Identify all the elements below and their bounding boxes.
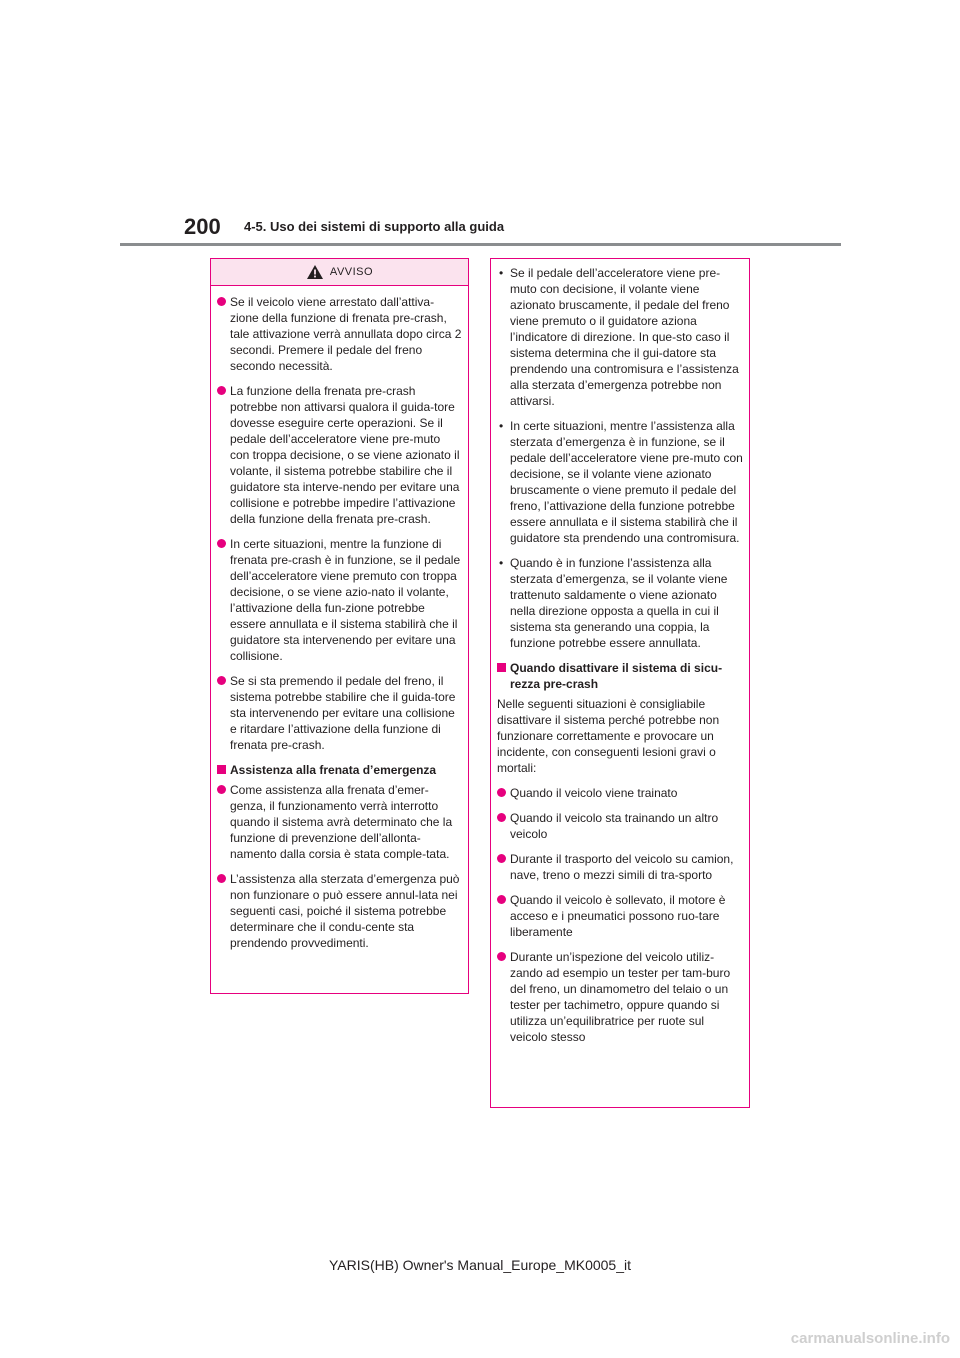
bullet-icon — [497, 895, 506, 904]
square-bullet-icon — [497, 663, 506, 672]
dash-item — [497, 555, 743, 651]
warning-item-text: Se il veicolo viene arrestato dall’attiva-zione della funzione di frenata pre-crash, tale attivazione verrà annullata dopo circa 2 secondi. Premere il pedale del freno secondo necessità. — [230, 295, 462, 373]
header-rule — [120, 243, 841, 246]
deactivate-item — [497, 785, 743, 801]
deactivate-item-text: Quando il veicolo è sollevato, il motore è acceso e i pneumatici possono ruo-tare liberamente — [510, 893, 726, 939]
deactivate-item-text: Durante un’ispezione del veicolo utiliz-zando ad esempio un tester per tam-buro del freno, un dinamometro del telaio o un tester per tachimetro, oppure quando si utilizza un’equilibratrice per ruote sul veicolo stesso — [510, 950, 731, 1044]
warning-item — [217, 536, 462, 664]
warning-item-text: In certe situazioni, mentre la funzione di frenata pre-crash è in funzione, se il pedale dell’acceleratore viene premuto con troppa decisione, o se viene azio-nato il volante, l’attivazione della fun-zione potrebbe essere annullata e il sistema stabilirà che il guidatore sta intervenendo per evitare una collisione. — [230, 537, 461, 663]
dash-bullet: • — [499, 556, 504, 570]
square-bullet-icon — [217, 765, 226, 774]
emergency-heading-text: Assistenza alla frenata d’emergenza — [230, 763, 437, 777]
bullet-icon — [217, 539, 226, 548]
deactivate-item — [497, 892, 743, 940]
bullet-icon — [217, 297, 226, 306]
bullet-icon — [217, 676, 226, 685]
bullet-icon — [497, 952, 506, 961]
deactivate-item-text: Quando il veicolo viene trainato — [510, 786, 678, 800]
emergency-item — [217, 782, 462, 862]
section-title: 4-5. Uso dei sistemi di supporto alla guida — [244, 219, 505, 234]
warning-item — [217, 383, 462, 527]
deactivate-intro: Nelle seguenti situazioni è consigliabile disattivare il sistema perché potrebbe non funzionare correttamente e provocare un incidente, con conseguenti lesioni gravi o mortali: — [497, 697, 720, 775]
emergency-item — [217, 871, 462, 951]
deactivate-heading — [497, 660, 743, 692]
dash-item — [497, 418, 743, 546]
deactivate-item — [497, 949, 743, 1045]
bullet-icon — [217, 785, 226, 794]
deactivate-heading-text: Quando disattivare il sistema di sicu-rezza pre-crash — [510, 661, 723, 691]
warning-box — [210, 258, 469, 994]
warning-item-text: La funzione della frenata pre-crash potrebbe non attivarsi qualora il guida-tore dovesse eseguire certe operazioni. Se il pedale dell’acceleratore viene pre-muto con troppa decisione, o se viene azionato il volante, il sistema potrebbe stabilire che il guidatore sta interve-nendo per evitare una collisione e potrebbe impedire l’attivazione della funzione della frenata pre-crash. — [230, 384, 460, 526]
deactivate-item-text: Quando il veicolo sta trainando un altro veicolo — [510, 811, 719, 841]
bullet-icon — [217, 874, 226, 883]
dash-bullet: • — [499, 266, 504, 280]
emergency-heading — [217, 762, 462, 778]
warning-box-continued — [490, 258, 750, 1108]
emergency-item-text: Come assistenza alla frenata d’emer-genza, il funzionamento verrà interrotto quando il sistema avrà determinato che la funzione di prevenzione dell’allonta-namento dalla corsia è stata comple-tata. — [230, 783, 453, 861]
bullet-icon — [497, 813, 506, 822]
dash-item-text: Quando è in funzione l’assistenza alla sterzata d’emergenza, se il volante viene trattenuto saldamente o viene azionato nella direzione opposta a quella in cui il sistema sta generando una coppia, la funzione potrebbe essere annullata. — [510, 556, 728, 650]
warning-triangle-icon — [306, 264, 324, 280]
bullet-icon — [497, 788, 506, 797]
dash-bullet: • — [499, 419, 504, 433]
page-number: 200 — [184, 214, 221, 239]
bullet-icon — [217, 386, 226, 395]
bullet-icon — [497, 854, 506, 863]
warning-title: AVVISO — [329, 266, 374, 278]
deactivate-item-text: Durante il trasporto del veicolo su camion, nave, treno o mezzi simili di tra-sporto — [510, 852, 734, 882]
footer-text: YARIS(HB) Owner's Manual_Europe_MK0005_it — [329, 1257, 631, 1273]
warning-item — [217, 294, 462, 374]
emergency-item-text: L’assistenza alla sterzata d’emergenza può non funzionare o può essere annul-lata nei seguenti casi, poiché il sistema potrebbe determinare che il condu-cente sta prendendo provvedimenti. — [230, 872, 460, 950]
deactivate-item — [497, 810, 743, 842]
warning-header — [211, 259, 468, 286]
warning-item-text: Se si sta premendo il pedale del freno, il sistema potrebbe stabilire che il guida-tore sta intervenendo per evitare una collisione e ritardare l’attivazione della funzione di frenata pre-crash. — [230, 674, 456, 752]
warning-item — [217, 673, 462, 753]
watermark: carmanualsonline.info — [790, 1330, 950, 1347]
dash-item-text: In certe situazioni, mentre l’assistenza alla sterzata d’emergenza è in funzione, se il pedale dell’acceleratore viene pre-muto con decisione, se il volante viene azionato bruscamente o viene premuto il pedale del freno, l’attivazione della funzione potrebbe essere annullata e il sistema stabilirà che il guidatore sta prendendo una contromisura. — [510, 419, 743, 545]
dash-item-text: Se il pedale dell’acceleratore viene pre-muto con decisione, il volante viene azionato bruscamente, il pedale del freno viene premuto o il guidatore aziona l’indicatore di direzione. In que-sto caso il sistema determina che il gui-datore sta prendendo una contromisura e l’assistenza alla sterzata d’emergenza potrebbe non attivarsi. — [510, 266, 739, 408]
dash-item — [497, 265, 743, 409]
deactivate-item — [497, 851, 743, 883]
